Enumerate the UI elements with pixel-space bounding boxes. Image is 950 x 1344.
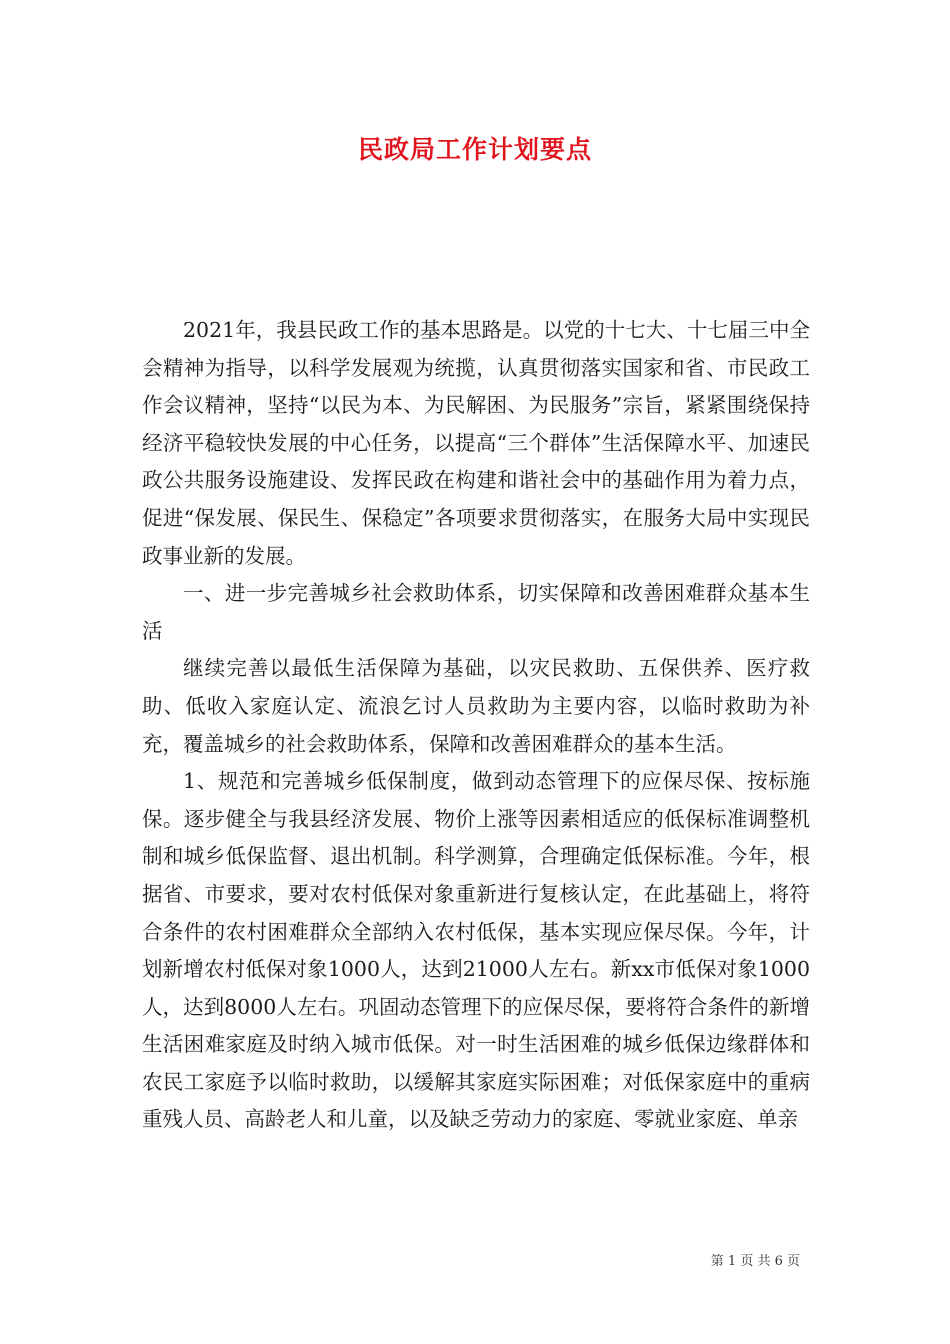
paragraph-intro: 2021年，我县民政工作的基本思路是。以党的十七大、十七届三中全会精神为指导，以科学发展观为统揽，认真贯彻落实国家和省、市民政工作会议精神，坚持“以民为本、为民解困、为民服务”宗旨，紧紧围绕保持经济平稳较快发展的中心任务，以提高“三个群体”生活保障水平、加速民政公共服务设施建设、发挥民政在构建和谐社会中的基础作用为着力点，促进“保发展、保民生、保稳定”各项要求贯彻落实，在服务大局中实现民政事业新的发展。 bbox=[142, 318, 810, 568]
paragraph-item-1: 1、规范和完善城乡低保制度，做到动态管理下的应保尽保、按标施保。逐步健全与我县经济发展、物价上涨等因素相适应的低保标准调整机制和城乡低保监督、退出机制。科学测算，合理确定低保标准。今年，根据省、市要求，要对农村低保对象重新进行复核认定，在此基础上，将符合条件的农村困难群众全部纳入农村低保，基本实现应保尽保。今年，计划新增农村低保对象1000人，达到21000人左右。新xx市低保对象1000人，达到8000人左右。巩固动态管理下的应保尽保，要将符合条件的新增生活困难家庭及时纳入城市低保。对一时生活困难的城乡低保边缘群体和农民工家庭予以临时救助，以缓解其家庭实际困难；对低保家庭中的重病重残人员、高龄老人和儿童，以及缺乏劳动力的家庭、零就业家庭、单亲 bbox=[142, 769, 810, 1132]
page-title: 民政局工作计划要点 bbox=[357, 135, 592, 164]
paragraph-section-heading: 一、进一步完善城乡社会救助体系，切实保障和改善困难群众基本生活 bbox=[142, 581, 810, 643]
document-body bbox=[142, 312, 810, 1139]
paragraph-section-summary: 继续完善以最低生活保障为基础，以灾民救助、五保供养、医疗救助、低收入家庭认定、流浪乞讨人员救助为主要内容，以临时救助为补充，覆盖城乡的社会救助体系，保障和改善困难群众的基本生活。 bbox=[142, 656, 810, 756]
page-number: 第 1 页 共 6 页 bbox=[710, 1254, 800, 1269]
